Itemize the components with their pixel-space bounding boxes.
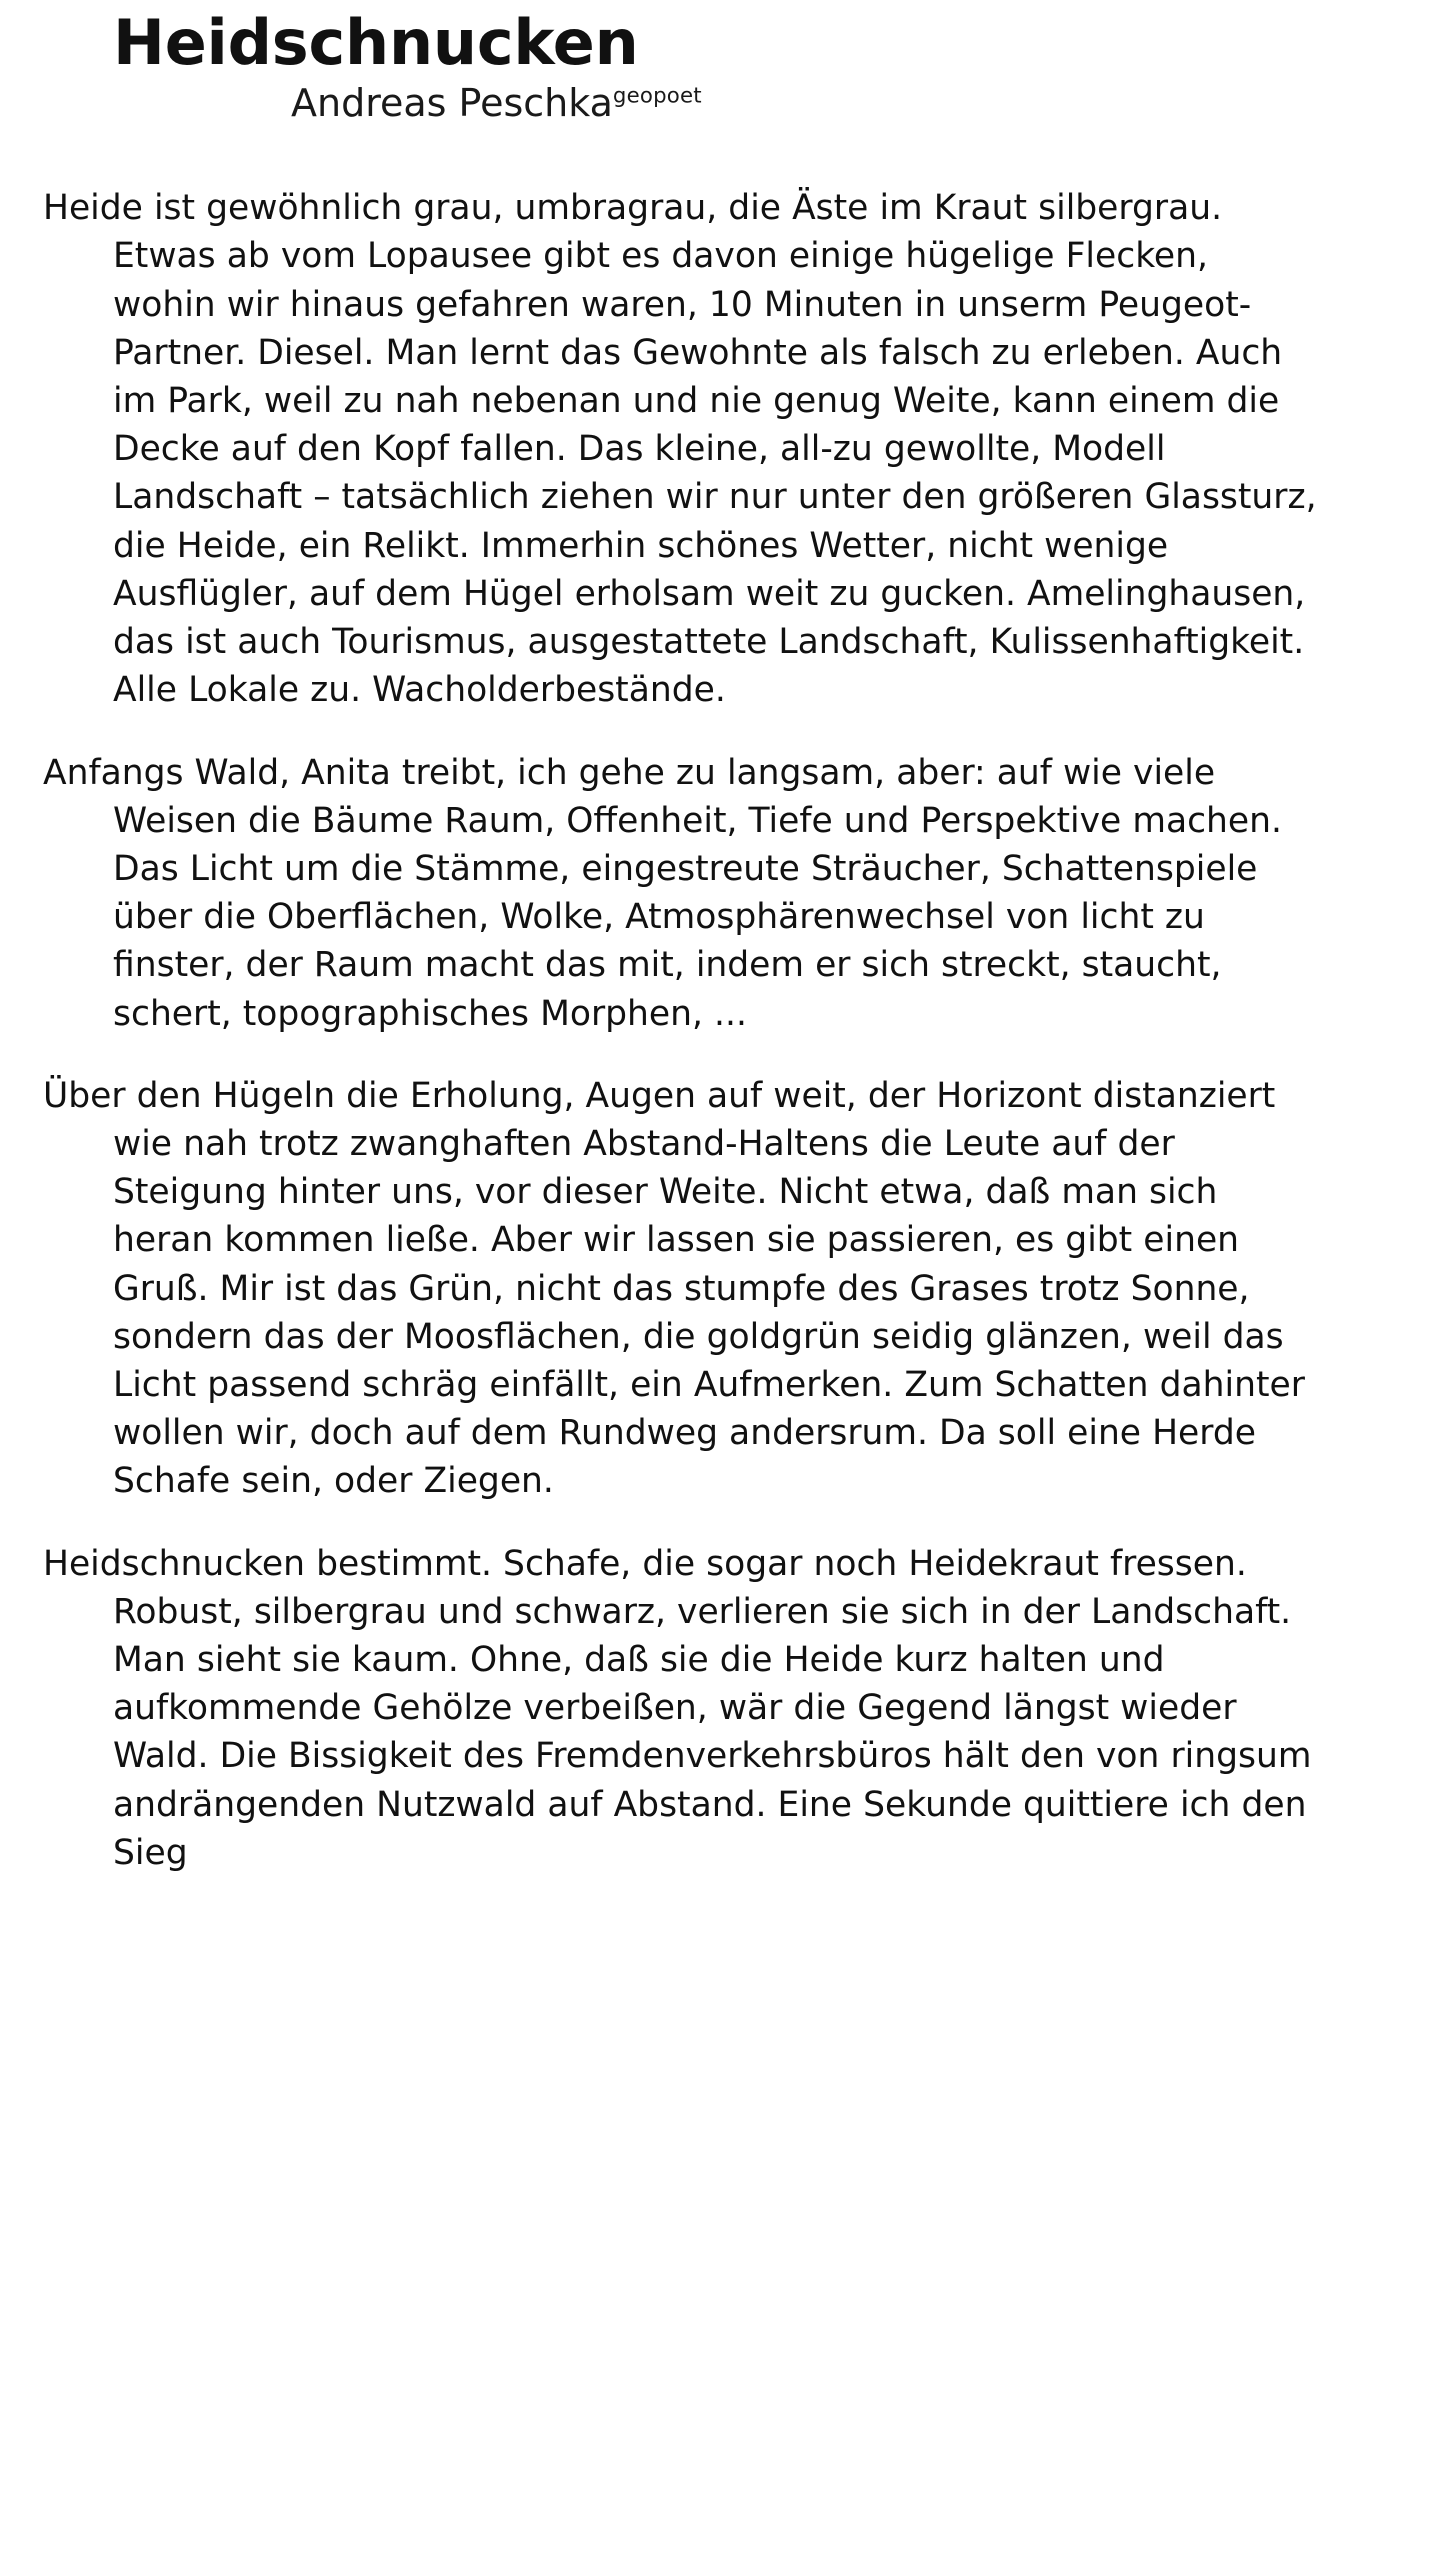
paragraph-3: Über den Hügeln die Erholung, Augen auf weit, der Horizont distanziert wie nah trotz zwanghaften Abstand-Haltens die Leute auf der Steigung hinter uns, vor dieser Weite. Nicht etwa, daß man sich heran kommen ließe. Aber wir lassen sie passieren, es gibt einen Gruß. Mir ist das Grün, nicht das stumpfe des Grases trotz Sonne, sondern das der Moosflächen, die goldgrün seidig glänzen, weil das Licht passend schräg einfällt, ein Aufmerken. Zum Schatten dahinter wollen wir, doch auf dem Rundweg andersrum. Da soll eine Herde Schafe sein, oder Ziegen. xyxy=(43,1075,1305,1502)
body-text xyxy=(0,184,1437,1877)
paragraph-2: Anfangs Wald, Anita treibt, ich gehe zu langsam, aber: auf wie viele Weisen die Bäume Raum, Offenheit, Tiefe und Perspektive machen. Das Licht um die Stämme, eingestreute Sträucher, Schattenspiele über die Oberflächen, Wolke, Atmosphärenwechsel von licht zu finster, der Raum macht das mit, indem er sich streckt, staucht, schert, topographisches Morphen, ... xyxy=(43,752,1282,1034)
author-superscript-label: geopoet xyxy=(612,83,702,109)
page-title: Heidschnucken xyxy=(113,6,639,79)
author-name: Andreas Peschka xyxy=(291,81,613,126)
author-byline xyxy=(113,81,1377,126)
paragraph-4: Heidschnucken bestimmt. Schafe, die sogar noch Heidekraut fressen. Robust, silbergrau und schwarz, verlieren sie sich in der Landschaft. Man sieht sie kaum. Ohne, daß sie die Heide kurz halten und aufkommende Gehölze verbeißen, wär die Gegend längst wieder Wald. Die Bissigkeit des Fremdenverkehrsbüros hält den von ringsum andrängenden Nutzwald auf Abstand. Eine Sekunde quittiere ich den Sieg xyxy=(43,1543,1312,1873)
paragraph-1: Heide ist gewöhnlich grau, umbragrau, die Äste im Kraut silbergrau. Etwas ab vom Lopausee gibt es davon einige hügelige Flecken, wohin wir hinaus gefahren waren, 10 Minuten in unserm Peugeot-Partner. Diesel. Man lernt das Gewohnte als falsch zu erleben. Auch im Park, weil zu nah nebenan und nie genug Weite, kann einem die Decke auf den Kopf fallen. Das kleine, all-zu gewollte, Modell Landschaft – tatsächlich ziehen wir nur unter den größeren Glassturz, die Heide, ein Relikt. Immerhin schönes Wetter, nicht wenige Ausflügler, auf dem Hügel erholsam weit zu gucken. Amelinghausen, das ist auch Tourismus, ausgestattete Landschaft, Kulissenhaftigkeit. Alle Lokale zu. Wacholderbestände. xyxy=(43,188,1317,711)
title-block xyxy=(0,0,1437,126)
